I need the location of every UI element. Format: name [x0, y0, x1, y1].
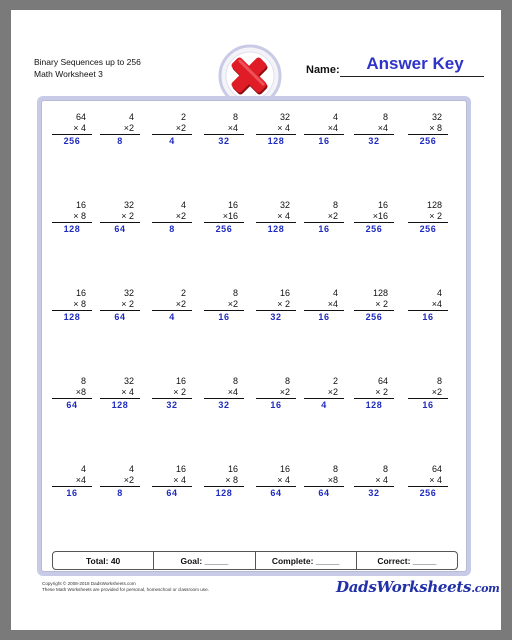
multiplicand: 64 [75, 112, 86, 122]
answer: 256 [419, 224, 437, 234]
multiplicand: 16 [175, 376, 186, 386]
answer: 32 [270, 312, 282, 322]
multiplicand: 8 [80, 376, 86, 386]
multiplier: × 4 [408, 475, 448, 487]
correct-cell: Correct: _____ [377, 555, 437, 566]
multiplier: ×2 [256, 387, 296, 399]
problem [408, 376, 448, 411]
problem [256, 464, 296, 499]
answer: 64 [318, 488, 330, 498]
worksheet-title [34, 56, 141, 80]
multiplier: ×2 [408, 387, 448, 399]
answer: 32 [218, 136, 230, 146]
problem [256, 112, 296, 147]
answer: 16 [218, 312, 230, 322]
multiplicand: 4 [332, 288, 338, 298]
multiplier: × 4 [256, 211, 296, 223]
multiplier: × 2 [408, 211, 448, 223]
multiplicand: 16 [227, 464, 238, 474]
multiplicand: 128 [426, 200, 442, 210]
multiplier: ×2 [152, 299, 192, 311]
complete-cell: Complete: _____ [256, 552, 357, 569]
multiplicand: 64 [377, 376, 388, 386]
answer: 128 [267, 136, 285, 146]
copyright-line-1: Copyright © 2008-2018 DadsWorksheets.com [42, 581, 136, 586]
multiplicand: 4 [128, 464, 134, 474]
multiplicand: 4 [80, 464, 86, 474]
multiplier: × 2 [354, 299, 394, 311]
multiplicand: 8 [382, 464, 388, 474]
multiplicand: 8 [332, 464, 338, 474]
multiplicand: 8 [436, 376, 442, 386]
problem [256, 376, 296, 411]
problem [408, 200, 448, 235]
answer: 128 [267, 224, 285, 234]
multiplier: ×4 [304, 123, 344, 135]
problem [354, 376, 394, 411]
multiplicand: 4 [128, 112, 134, 122]
answer: 16 [318, 224, 330, 234]
problem [304, 200, 344, 235]
problem [52, 112, 92, 147]
multiplier: ×2 [152, 123, 192, 135]
answer: 64 [270, 488, 282, 498]
problem [408, 464, 448, 499]
problem [152, 376, 192, 411]
problem [204, 288, 244, 323]
answer: 32 [368, 488, 380, 498]
multiplier: ×8 [304, 475, 344, 487]
multiplicand: 16 [279, 288, 290, 298]
answer: 16 [318, 136, 330, 146]
multiplier: ×8 [52, 387, 92, 399]
copyright-line-2: These Math Worksheets are provided for personal, homeschool or classroom use. [42, 587, 209, 592]
multiplier: × 2 [100, 211, 140, 223]
multiplicand: 16 [279, 464, 290, 474]
name-label: Name: [306, 64, 340, 76]
answer: 4 [169, 136, 175, 146]
problem [52, 288, 92, 323]
answer: 64 [166, 488, 178, 498]
answer-key-label: Answer Key [366, 54, 464, 73]
problem [100, 376, 140, 411]
multiplier: × 2 [100, 299, 140, 311]
answer: 8 [169, 224, 175, 234]
brand-name: DadsWorksheets [336, 578, 472, 596]
multiplier: ×4 [204, 387, 244, 399]
problem [354, 288, 394, 323]
multiplicand: 8 [232, 288, 238, 298]
problem [204, 376, 244, 411]
multiplicand: 32 [279, 200, 290, 210]
answer: 256 [63, 136, 81, 146]
multiplier: × 8 [52, 211, 92, 223]
multiplier: ×2 [152, 211, 192, 223]
multiplicand: 32 [431, 112, 442, 122]
multiplicand: 8 [284, 376, 290, 386]
problem [204, 112, 244, 147]
problem [304, 288, 344, 323]
title-line-2: Math Worksheet 3 [34, 69, 103, 79]
score-footer [52, 551, 458, 570]
answer: 16 [270, 400, 282, 410]
problem [100, 200, 140, 235]
multiplier: ×2 [304, 387, 344, 399]
problem [408, 112, 448, 147]
answer: 128 [63, 224, 81, 234]
answer: 256 [215, 224, 233, 234]
answer: 256 [365, 224, 383, 234]
problem [354, 112, 394, 147]
answer: 32 [218, 400, 230, 410]
title-line-1: Binary Sequences up to 256 [34, 57, 141, 67]
brand-logo [336, 578, 500, 596]
answer: 8 [117, 136, 123, 146]
multiplier: × 4 [152, 475, 192, 487]
problem [152, 288, 192, 323]
multiplicand: 32 [123, 376, 134, 386]
multiplicand: 16 [75, 200, 86, 210]
multiplicand: 8 [232, 112, 238, 122]
answer: 64 [114, 224, 126, 234]
problem [354, 464, 394, 499]
problem [204, 200, 244, 235]
answer: 128 [63, 312, 81, 322]
problem [304, 376, 344, 411]
multiplier: × 8 [52, 299, 92, 311]
multiplicand: 16 [75, 288, 86, 298]
problem [304, 112, 344, 147]
multiplier: ×4 [408, 299, 448, 311]
answer: 4 [169, 312, 175, 322]
multiplier: ×4 [204, 123, 244, 135]
problem [152, 200, 192, 235]
problem [204, 464, 244, 499]
problem [256, 200, 296, 235]
multiplier: ×4 [52, 475, 92, 487]
name-underline [340, 76, 484, 77]
multiplicand: 4 [332, 112, 338, 122]
multiplicand: 32 [123, 288, 134, 298]
multiplicand: 8 [232, 376, 238, 386]
problem [152, 464, 192, 499]
multiplier: ×2 [304, 211, 344, 223]
answer: 4 [321, 400, 327, 410]
problem [152, 112, 192, 147]
multiplier: ×4 [354, 123, 394, 135]
goal-cell: Goal: _____ [154, 552, 255, 569]
multiplier: × 8 [204, 475, 244, 487]
answer: 64 [114, 312, 126, 322]
multiplier: ×2 [100, 123, 140, 135]
multiplier: ×16 [354, 211, 394, 223]
problem [408, 288, 448, 323]
answer: 256 [419, 488, 437, 498]
answer: 32 [166, 400, 178, 410]
answer: 256 [365, 312, 383, 322]
multiplicand: 128 [372, 288, 388, 298]
multiplicand: 8 [382, 112, 388, 122]
multiplicand: 16 [175, 464, 186, 474]
multiplicand: 4 [436, 288, 442, 298]
multiplicand: 32 [279, 112, 290, 122]
problem [100, 112, 140, 147]
multiplier: × 2 [256, 299, 296, 311]
problems-frame-inner [41, 100, 467, 572]
multiplier: × 4 [100, 387, 140, 399]
answer: 16 [422, 312, 434, 322]
name-field [306, 56, 484, 78]
answer: 16 [422, 400, 434, 410]
multiplicand: 16 [377, 200, 388, 210]
problem [304, 464, 344, 499]
answer: 16 [318, 312, 330, 322]
problem [354, 200, 394, 235]
problem [100, 464, 140, 499]
answer: 64 [66, 400, 78, 410]
multiplier: × 4 [52, 123, 92, 135]
multiplier: × 2 [152, 387, 192, 399]
problem [52, 464, 92, 499]
multiplicand: 4 [180, 200, 186, 210]
copyright-notice [42, 581, 209, 593]
multiplier: × 4 [354, 475, 394, 487]
answer: 32 [368, 136, 380, 146]
answer: 16 [66, 488, 78, 498]
multiplier: ×2 [204, 299, 244, 311]
multiplicand: 2 [180, 112, 186, 122]
multiplicand: 32 [123, 200, 134, 210]
answer: 128 [111, 400, 129, 410]
answer: 8 [117, 488, 123, 498]
problem [100, 288, 140, 323]
multiplier: × 4 [256, 123, 296, 135]
multiplier: ×2 [100, 475, 140, 487]
multiplier: × 2 [354, 387, 394, 399]
multiplicand: 64 [431, 464, 442, 474]
problem [256, 288, 296, 323]
multiplicand: 2 [180, 288, 186, 298]
multiplicand: 8 [332, 200, 338, 210]
multiplier: × 4 [256, 475, 296, 487]
multiplier: × 8 [408, 123, 448, 135]
multiplicand: 2 [332, 376, 338, 386]
answer: 128 [215, 488, 233, 498]
multiplier: ×16 [204, 211, 244, 223]
problem [52, 200, 92, 235]
multiplier: ×4 [304, 299, 344, 311]
answer: 256 [419, 136, 437, 146]
multiplicand: 16 [227, 200, 238, 210]
brand-suffix: .com [471, 582, 500, 595]
answer: 128 [365, 400, 383, 410]
problem [52, 376, 92, 411]
total-cell: Total: 40 [53, 552, 154, 569]
